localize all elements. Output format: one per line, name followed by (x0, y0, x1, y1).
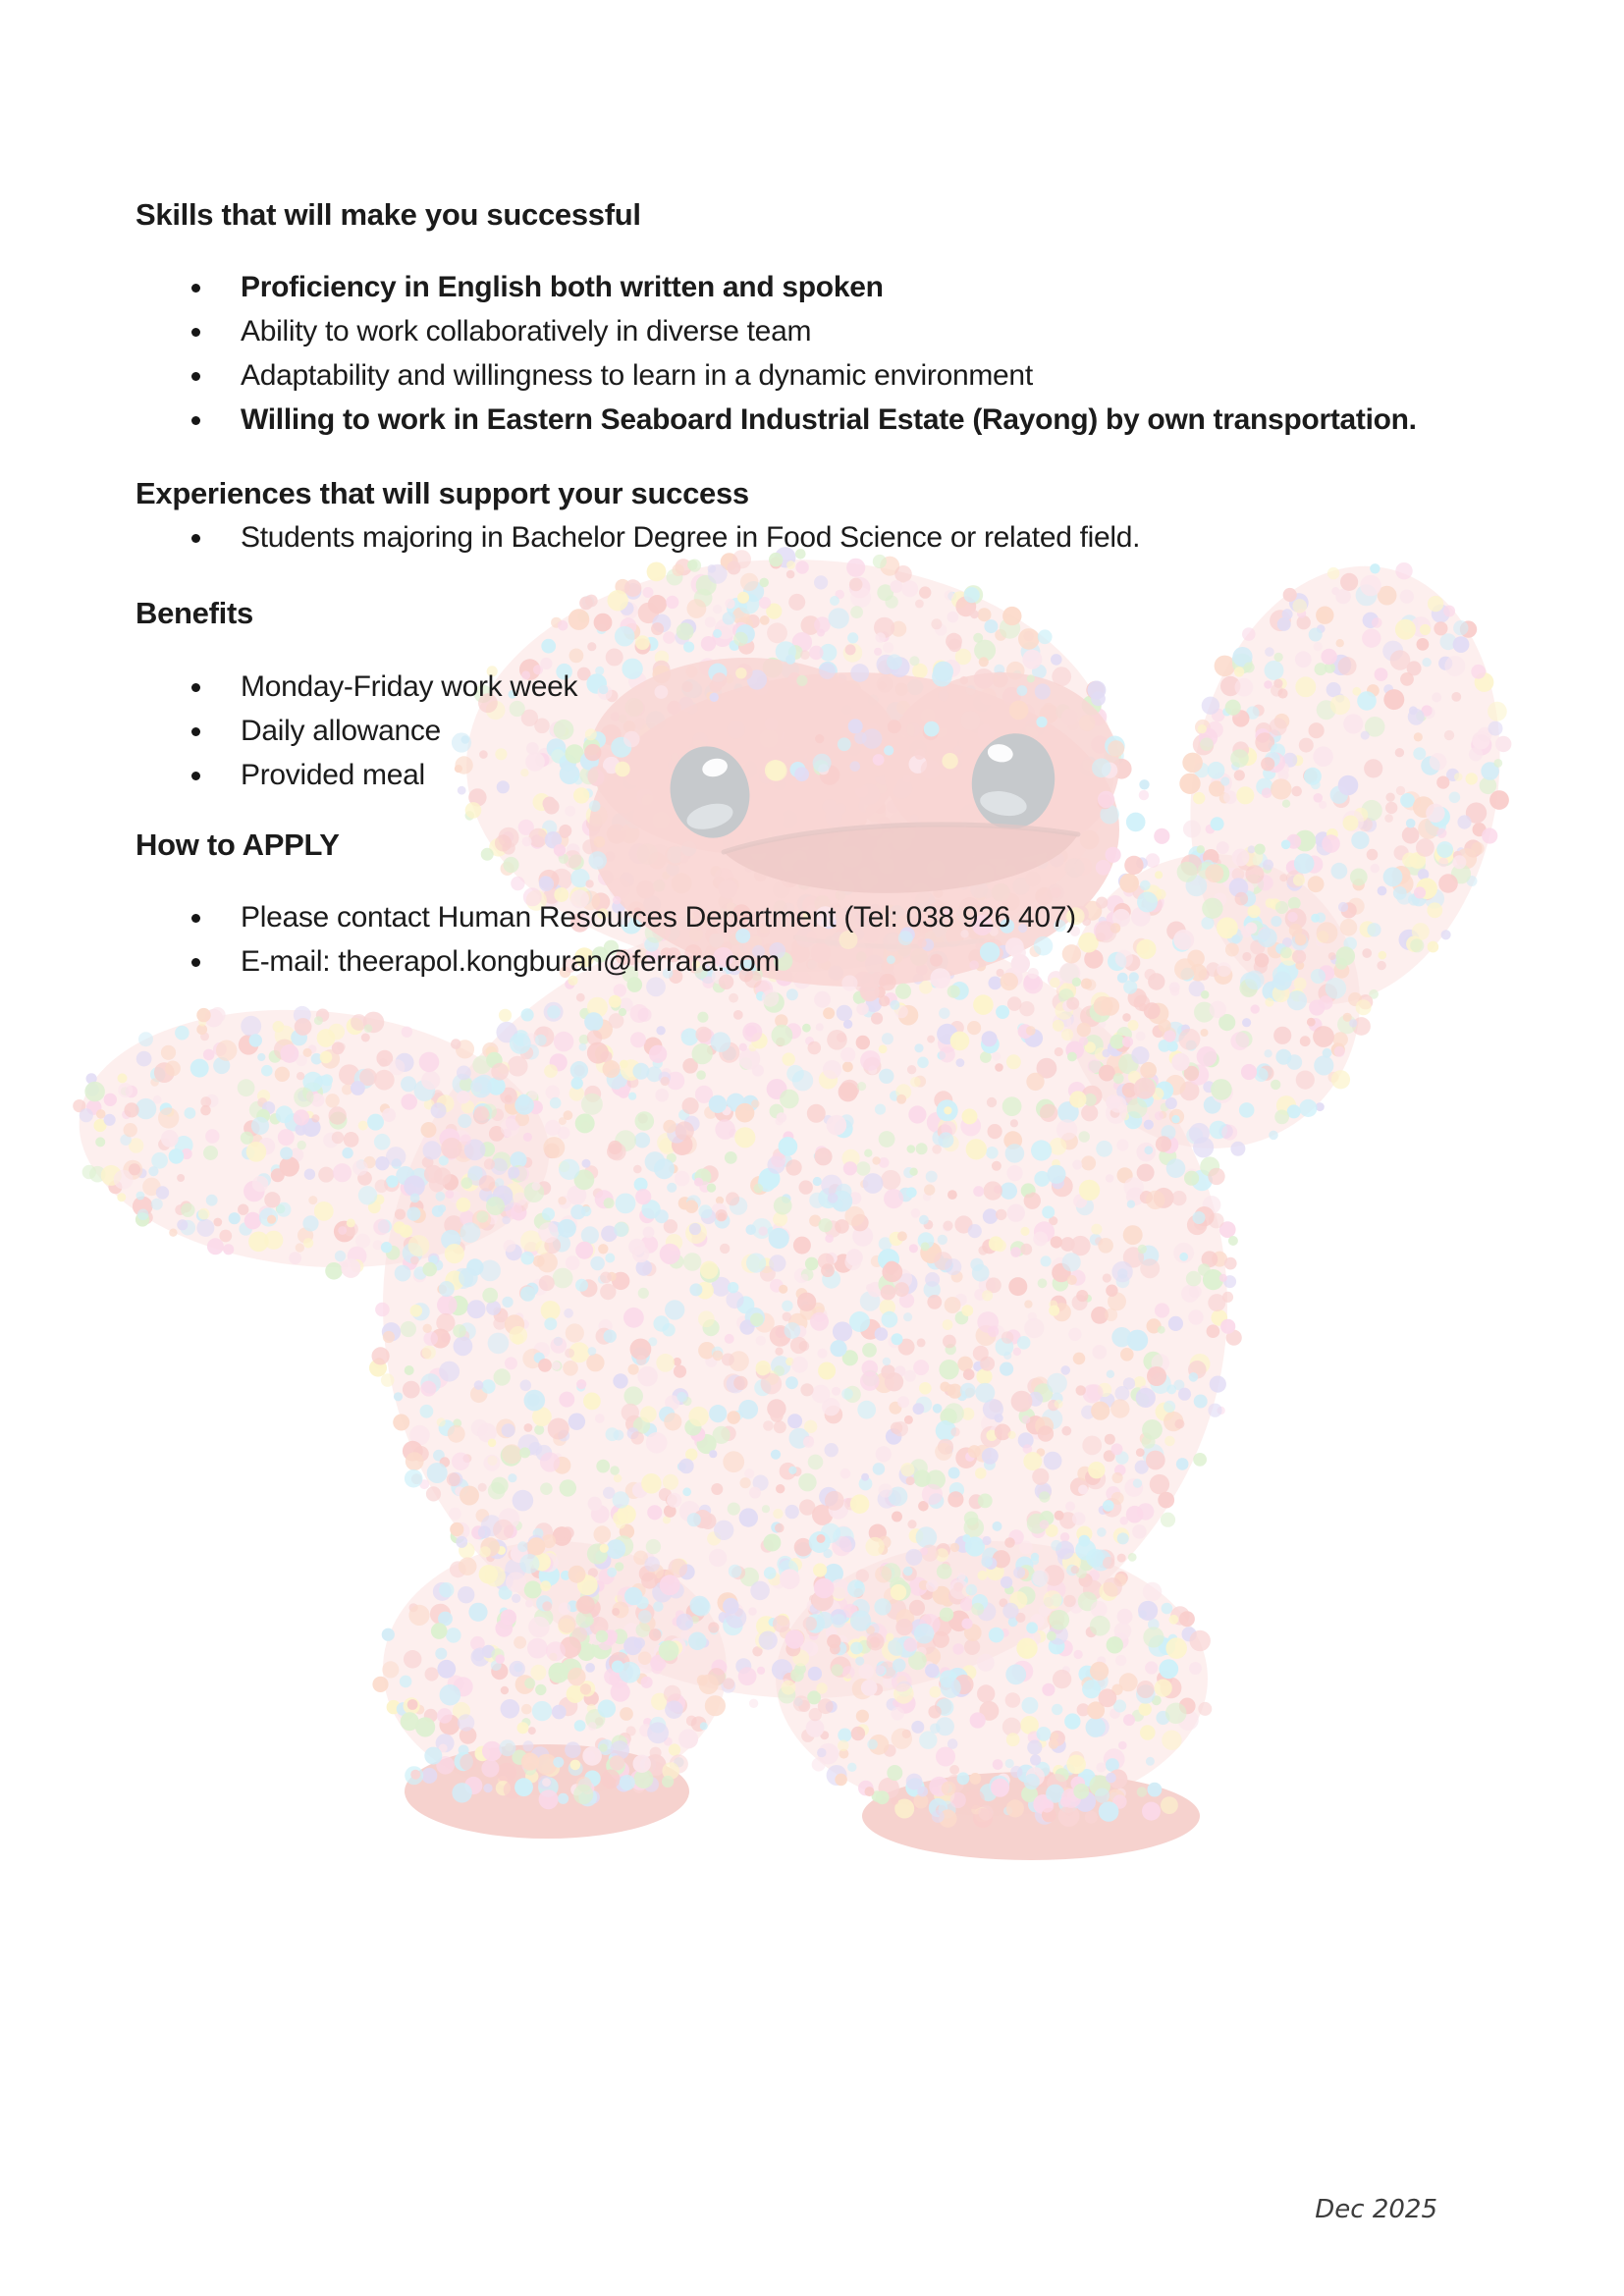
bullet-icon (191, 958, 200, 967)
bullet-icon (191, 727, 200, 736)
bullet-icon (191, 914, 200, 923)
list-item (135, 895, 1540, 939)
document-content (135, 192, 1540, 984)
page-footer-date: Dec 2025 (1315, 2195, 1437, 2224)
list-item-text: Please contact Human Resources Department (Tel: 038 926 407) (241, 901, 1076, 934)
list-item-text: Proficiency in English both written and spoken (241, 271, 884, 303)
list-item (135, 309, 1540, 353)
list-item-text: Provided meal (241, 759, 425, 791)
list-item-text: Daily allowance (241, 715, 441, 747)
list-item (135, 265, 1540, 309)
section-heading-skills: Skills that will make you successful (135, 197, 641, 232)
bullet-icon (191, 683, 200, 692)
apply-list (135, 895, 1540, 984)
bullet-icon (191, 328, 200, 337)
list-item-text: Ability to work collaboratively in diverse team (241, 315, 812, 347)
list-item-text: Students majoring in Bachelor Degree in Food Science or related field. (241, 521, 1141, 554)
benefits-list (135, 665, 1540, 797)
section-heading-experiences: Experiences that will support your success (135, 476, 749, 510)
list-item-text: Willing to work in Eastern Seaboard Industrial Estate (Rayong) by own transportation. (241, 403, 1417, 436)
list-item (135, 398, 1540, 442)
bullet-icon (191, 416, 200, 425)
list-item (135, 709, 1540, 753)
list-item (135, 665, 1540, 709)
list-item (135, 515, 1540, 560)
bullet-icon (191, 534, 200, 543)
list-item (135, 939, 1540, 984)
list-item (135, 753, 1540, 797)
skills-list (135, 265, 1540, 442)
section-heading-benefits: Benefits (135, 596, 253, 630)
list-item-text: Adaptability and willingness to learn in a dynamic environment (241, 359, 1033, 392)
bullet-icon (191, 772, 200, 780)
section-heading-how-to-apply: How to APPLY (135, 828, 340, 862)
list-item (135, 353, 1540, 398)
list-item-text: Monday-Friday work week (241, 670, 578, 703)
list-item-text: E-mail: theerapol.kongburan@ferrara.com (241, 945, 781, 978)
bullet-icon (191, 284, 200, 293)
bullet-icon (191, 372, 200, 381)
experiences-list (135, 515, 1540, 560)
